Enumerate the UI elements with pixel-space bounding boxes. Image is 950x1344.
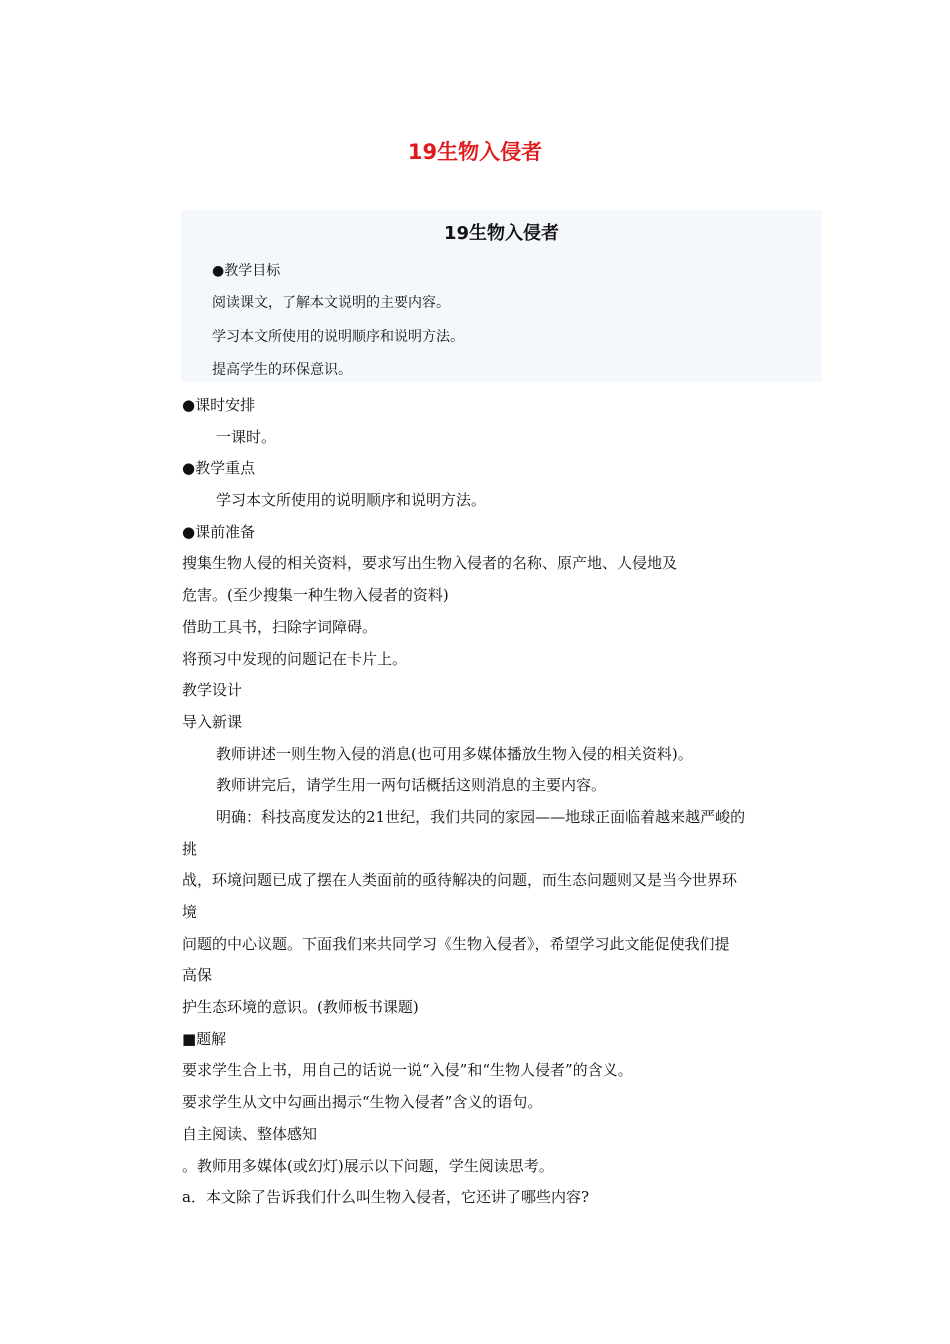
paragraph-line: 。教师用多媒体(或幻灯)展示以下问题，学生阅读思考。 bbox=[182, 1156, 554, 1175]
paragraph-line: 挑 bbox=[182, 839, 198, 858]
paragraph-line: 学习本文所使用的说明顺序和说明方法。 bbox=[216, 491, 487, 510]
objectives-image bbox=[181, 210, 822, 382]
paragraph-line: 借助工具书，扫除字词障碍。 bbox=[182, 617, 378, 636]
document-body bbox=[182, 390, 822, 1214]
section-heading: ■题解 bbox=[182, 1029, 227, 1048]
objective-line: 学习本文所使用的说明顺序和说明方法。 bbox=[212, 329, 464, 345]
objectives-heading: ●教学目标 bbox=[212, 263, 281, 279]
section-heading: 自主阅读、整体感知 bbox=[182, 1124, 318, 1143]
paragraph-line: 战，环境问题已成了摆在人类面前的亟待解决的问题，而生态问题则又是当今世界环 bbox=[182, 871, 738, 890]
document-title: 19生物入侵者 bbox=[407, 140, 543, 164]
paragraph-line: 要求学生从文中勾画出揭示“生物入侵者”含义的语句。 bbox=[182, 1093, 543, 1112]
paragraph-line: 问题的中心议题。下面我们来共同学习《生物入侵者》，希望学习此文能促使我们提 bbox=[182, 934, 730, 953]
objective-line: 提高学生的环保意识。 bbox=[212, 362, 352, 378]
section-heading: 导入新课 bbox=[182, 712, 243, 731]
paragraph-line: 危害。(至少搜集一种生物入侵者的资料) bbox=[182, 586, 449, 605]
paragraph-line: 将预习中发现的问题记在卡片上。 bbox=[182, 649, 408, 668]
section-heading: ●课时安排 bbox=[182, 396, 256, 414]
paragraph-line: 境 bbox=[182, 903, 198, 921]
paragraph-line: 护生态环境的意识。(教师板书课题) bbox=[182, 998, 419, 1017]
paragraph-line: a．本文除了告诉我们什么叫生物入侵者，它还讲了哪些内容? bbox=[182, 1188, 589, 1207]
section-heading: ●课前准备 bbox=[182, 522, 256, 541]
paragraph-line: 搜集生物人侵的相关资料，要求写出生物入侵者的名称、原产地、人侵地及 bbox=[182, 554, 678, 573]
image-title: 19生物入侵者 bbox=[443, 223, 560, 244]
paragraph-line: 明确：科技高度发达的21世纪，我们共同的家园——地球正面临着越来越严峻的 bbox=[216, 807, 746, 826]
paragraph-line: 一课时。 bbox=[216, 427, 277, 446]
paragraph-line: 教师讲完后，请学生用一两句话概括这则消息的主要内容。 bbox=[216, 776, 607, 795]
paragraph-line: 教师讲述一则生物入侵的消息(也可用多媒体播放生物入侵的相关资料)。 bbox=[216, 744, 693, 763]
paragraph-line: 高保 bbox=[182, 966, 213, 985]
section-heading: ●教学重点 bbox=[182, 459, 256, 478]
objective-line: 阅读课文，了解本文说明的主要内容。 bbox=[212, 295, 450, 311]
section-heading: 教学设计 bbox=[182, 681, 243, 700]
paragraph-line: 要求学生合上书，用自己的话说一说“入侵”和“生物人侵者”的含义。 bbox=[182, 1061, 633, 1080]
